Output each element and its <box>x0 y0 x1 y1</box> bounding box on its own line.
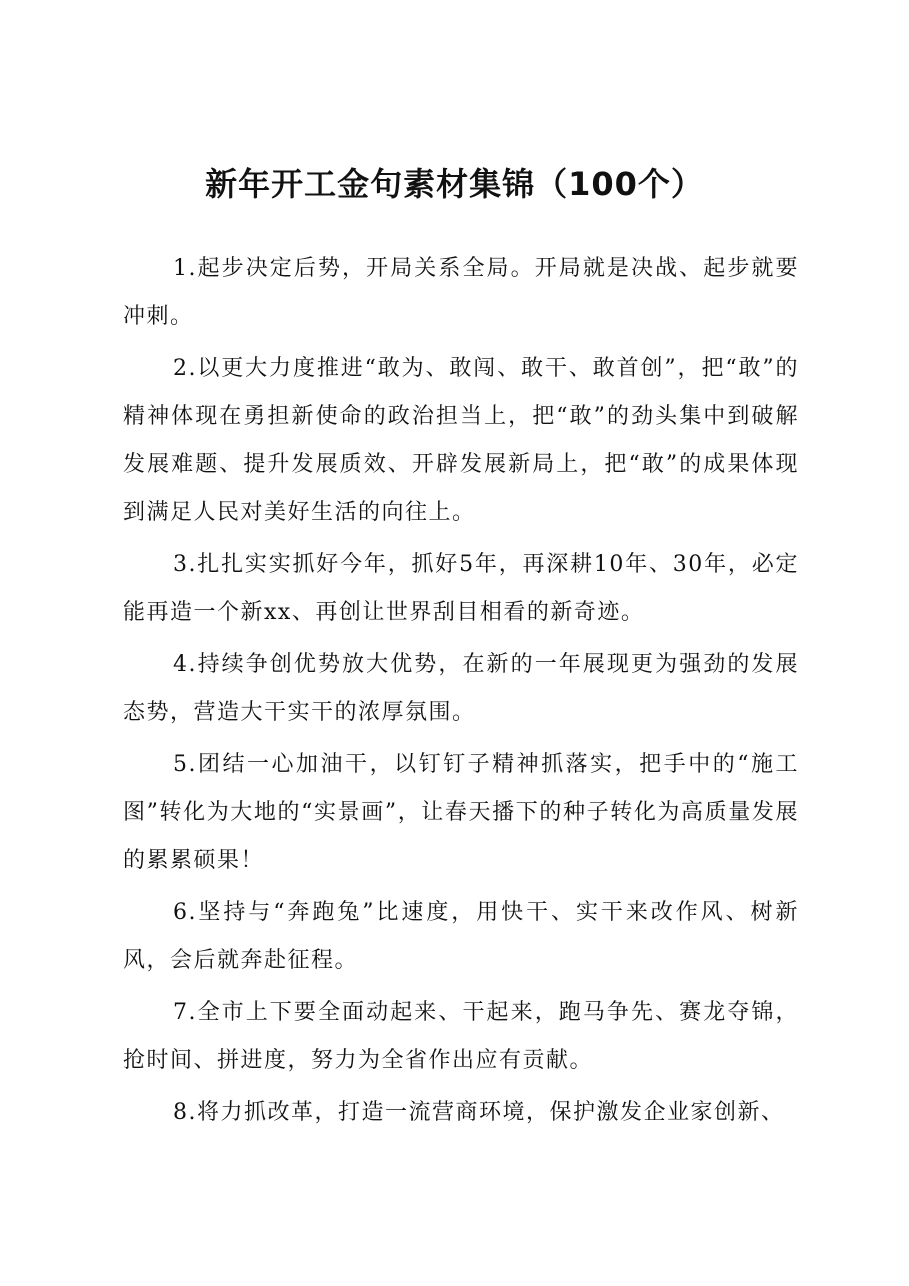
document-title: 新年开工金句素材集锦（100个） <box>205 165 704 203</box>
document-body <box>123 245 799 1141</box>
paragraph-4: 4.持续争创优势放大优势，在新的一年展现更为强劲的发展态势，营造大干实干的浓厚氛围。 <box>123 652 799 725</box>
paragraph-3: 3.扎扎实实抓好今年，抓好5年，再深耕10年、30年，必定能再造一个新xx、再创让世界刮目相看的新奇迹。 <box>123 552 799 625</box>
paragraph-7: 7.全市上下要全面动起来、干起来，跑马争先、赛龙夺锦，抢时间、拼进度，努力为全省作出应有贡献。 <box>123 1000 799 1073</box>
paragraph-1: 1.起步决定后势，开局关系全局。开局就是决战、起步就要冲刺。 <box>123 256 799 329</box>
paragraph-2: 2.以更大力度推进“敢为、敢闯、敢干、敢首创”，把“敢”的精神体现在勇担新使命的政治担当上，把“敢”的劲头集中到破解发展难题、提升发展质效、开辟发展新局上，把“敢”的成果体现到满足人民对美好生活的向往上。 <box>123 356 799 525</box>
paragraph-6: 6.坚持与“奔跑兔”比速度，用快干、实干来改作风、树新风，会后就奔赴征程。 <box>123 900 799 973</box>
paragraph-8: 8.将力抓改革，打造一流营商环境，保护激发企业家创新、 <box>173 1100 785 1125</box>
paragraph-5: 5.团结一心加油干，以钉钉子精神抓落实，把手中的“施工图”转化为大地的“实景画”，让春天播下的种子转化为高质量发展的累累硕果！ <box>123 752 799 873</box>
